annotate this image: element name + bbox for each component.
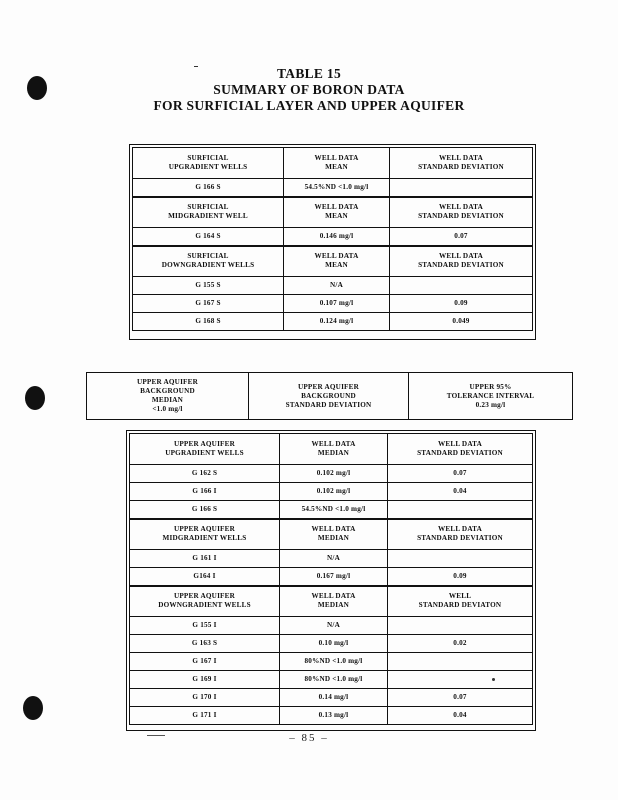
tolerance-interval-cell: UPPER 95% TOLERANCE INTERVAL 0.23 mg/l (409, 373, 573, 420)
table-row (130, 568, 533, 586)
table-row (130, 653, 533, 671)
std-dev-label-cell: WELL DATA STANDARD DEVIATION (388, 519, 533, 550)
stat-label-cell: WELL DATA MEAN (284, 148, 390, 179)
group-label-cell: SURFICIAL MIDGRADIENT WELL (133, 197, 284, 228)
well-value-cell: 0.107 mg/l (284, 295, 390, 313)
well-std-dev-cell: 0.02 (388, 635, 533, 653)
well-std-dev-cell: 0.04 (388, 483, 533, 501)
table-row (130, 617, 533, 635)
well-std-dev-cell (388, 653, 533, 671)
scan-mark (492, 678, 495, 681)
well-std-dev-cell: 0.09 (388, 568, 533, 586)
group-label-cell: UPPER AQUIFER DOWNGRADIENT WELLS (130, 586, 280, 617)
well-value-cell: 0.13 mg/l (280, 707, 388, 725)
well-std-dev-cell (390, 277, 533, 295)
group-header-row (130, 519, 533, 550)
well-std-dev-cell: 0.04 (388, 707, 533, 725)
well-value-cell: 0.146 mg/l (284, 228, 390, 246)
scan-mark (194, 66, 198, 67)
stat-label-cell: WELL DATA MEAN (284, 246, 390, 277)
std-dev-label-cell: WELL DATA STANDARD DEVIATION (390, 148, 533, 179)
surficial-boron-table (132, 147, 533, 331)
table-row (133, 228, 533, 246)
table-row (130, 671, 533, 689)
well-std-dev-cell (390, 179, 533, 197)
group-label-cell: SURFICIAL UPGRADIENT WELLS (133, 148, 284, 179)
well-std-dev-cell: 0.049 (390, 313, 533, 331)
table-row (133, 179, 533, 197)
well-value-cell: 0.14 mg/l (280, 689, 388, 707)
well-std-dev-cell (388, 501, 533, 519)
table-row (130, 707, 533, 725)
well-value-cell: 54.5%ND <1.0 mg/l (280, 501, 388, 519)
well-id-cell: G 167 S (133, 295, 284, 313)
table-subtitle: FOR SURFICIAL LAYER AND UPPER AQUIFER (153, 98, 465, 113)
table-title: SUMMARY OF BORON DATA (213, 82, 405, 97)
background-std-dev-cell: UPPER AQUIFER BACKGROUND STANDARD DEVIATION (249, 373, 409, 420)
table-row (130, 689, 533, 707)
stat-label-cell: WELL DATA MEAN (284, 197, 390, 228)
upper-aquifer-background-table (86, 372, 573, 420)
well-value-cell: N/A (280, 617, 388, 635)
well-id-cell: G 155 I (130, 617, 280, 635)
group-header-row (133, 148, 533, 179)
group-header-row (133, 246, 533, 277)
table-row (130, 635, 533, 653)
well-std-dev-cell (388, 550, 533, 568)
group-header-row (130, 586, 533, 617)
table-row (133, 277, 533, 295)
well-std-dev-cell: 0.07 (388, 465, 533, 483)
well-id-cell: G 166 S (130, 501, 280, 519)
upper-aquifer-boron-table (129, 433, 533, 725)
well-std-dev-cell: 0.07 (390, 228, 533, 246)
well-id-cell: G 168 S (133, 313, 284, 331)
well-value-cell: 0.124 mg/l (284, 313, 390, 331)
table-row (130, 483, 533, 501)
well-std-dev-cell (388, 671, 533, 689)
well-id-cell: G 167 I (130, 653, 280, 671)
well-std-dev-cell: 0.09 (390, 295, 533, 313)
well-value-cell: 80%ND <1.0 mg/l (280, 671, 388, 689)
well-value-cell: 0.167 mg/l (280, 568, 388, 586)
well-value-cell: 54.5%ND <1.0 mg/l (284, 179, 390, 197)
stat-label-cell: WELL DATA MEDIAN (280, 519, 388, 550)
well-id-cell: G 164 S (133, 228, 284, 246)
well-id-cell: G 162 S (130, 465, 280, 483)
table-row (130, 465, 533, 483)
well-id-cell: G 166 S (133, 179, 284, 197)
well-id-cell: G 163 S (130, 635, 280, 653)
well-value-cell: 0.10 mg/l (280, 635, 388, 653)
well-value-cell: N/A (284, 277, 390, 295)
std-dev-label-cell: WELL DATA STANDARD DEVIATION (390, 197, 533, 228)
well-std-dev-cell (388, 617, 533, 635)
table-row (133, 295, 533, 313)
group-label-cell: UPPER AQUIFER UPGRADIENT WELLS (130, 434, 280, 465)
binder-hole-middle (25, 386, 45, 410)
well-id-cell: G 155 S (133, 277, 284, 295)
well-std-dev-cell: 0.07 (388, 689, 533, 707)
well-value-cell: N/A (280, 550, 388, 568)
well-id-cell: G 169 I (130, 671, 280, 689)
well-id-cell: G 170 I (130, 689, 280, 707)
well-value-cell: 0.102 mg/l (280, 465, 388, 483)
stat-label-cell: WELL DATA MEDIAN (280, 434, 388, 465)
well-id-cell: G 161 I (130, 550, 280, 568)
table-row (130, 550, 533, 568)
group-header-row (133, 197, 533, 228)
std-dev-label-cell: WELL STANDARD DEVIATON (388, 586, 533, 617)
table-number: TABLE 15 (276, 66, 342, 81)
table-row (130, 501, 533, 519)
table-row (133, 313, 533, 331)
well-id-cell: G 171 I (130, 707, 280, 725)
well-value-cell: 0.102 mg/l (280, 483, 388, 501)
binder-hole-bottom (23, 696, 43, 720)
page-number: – 85 – (289, 732, 329, 744)
group-header-row (130, 434, 533, 465)
group-label-cell: SURFICIAL DOWNGRADIENT WELLS (133, 246, 284, 277)
std-dev-label-cell: WELL DATA STANDARD DEVIATION (390, 246, 533, 277)
well-value-cell: 80%ND <1.0 mg/l (280, 653, 388, 671)
std-dev-label-cell: WELL DATA STANDARD DEVIATION (388, 434, 533, 465)
well-id-cell: G164 I (130, 568, 280, 586)
group-label-cell: UPPER AQUIFER MIDGRADIENT WELLS (130, 519, 280, 550)
well-id-cell: G 166 I (130, 483, 280, 501)
background-median-cell: UPPER AQUIFER BACKGROUND MEDIAN <1.0 mg/l (87, 373, 249, 420)
stat-label-cell: WELL DATA MEDIAN (280, 586, 388, 617)
